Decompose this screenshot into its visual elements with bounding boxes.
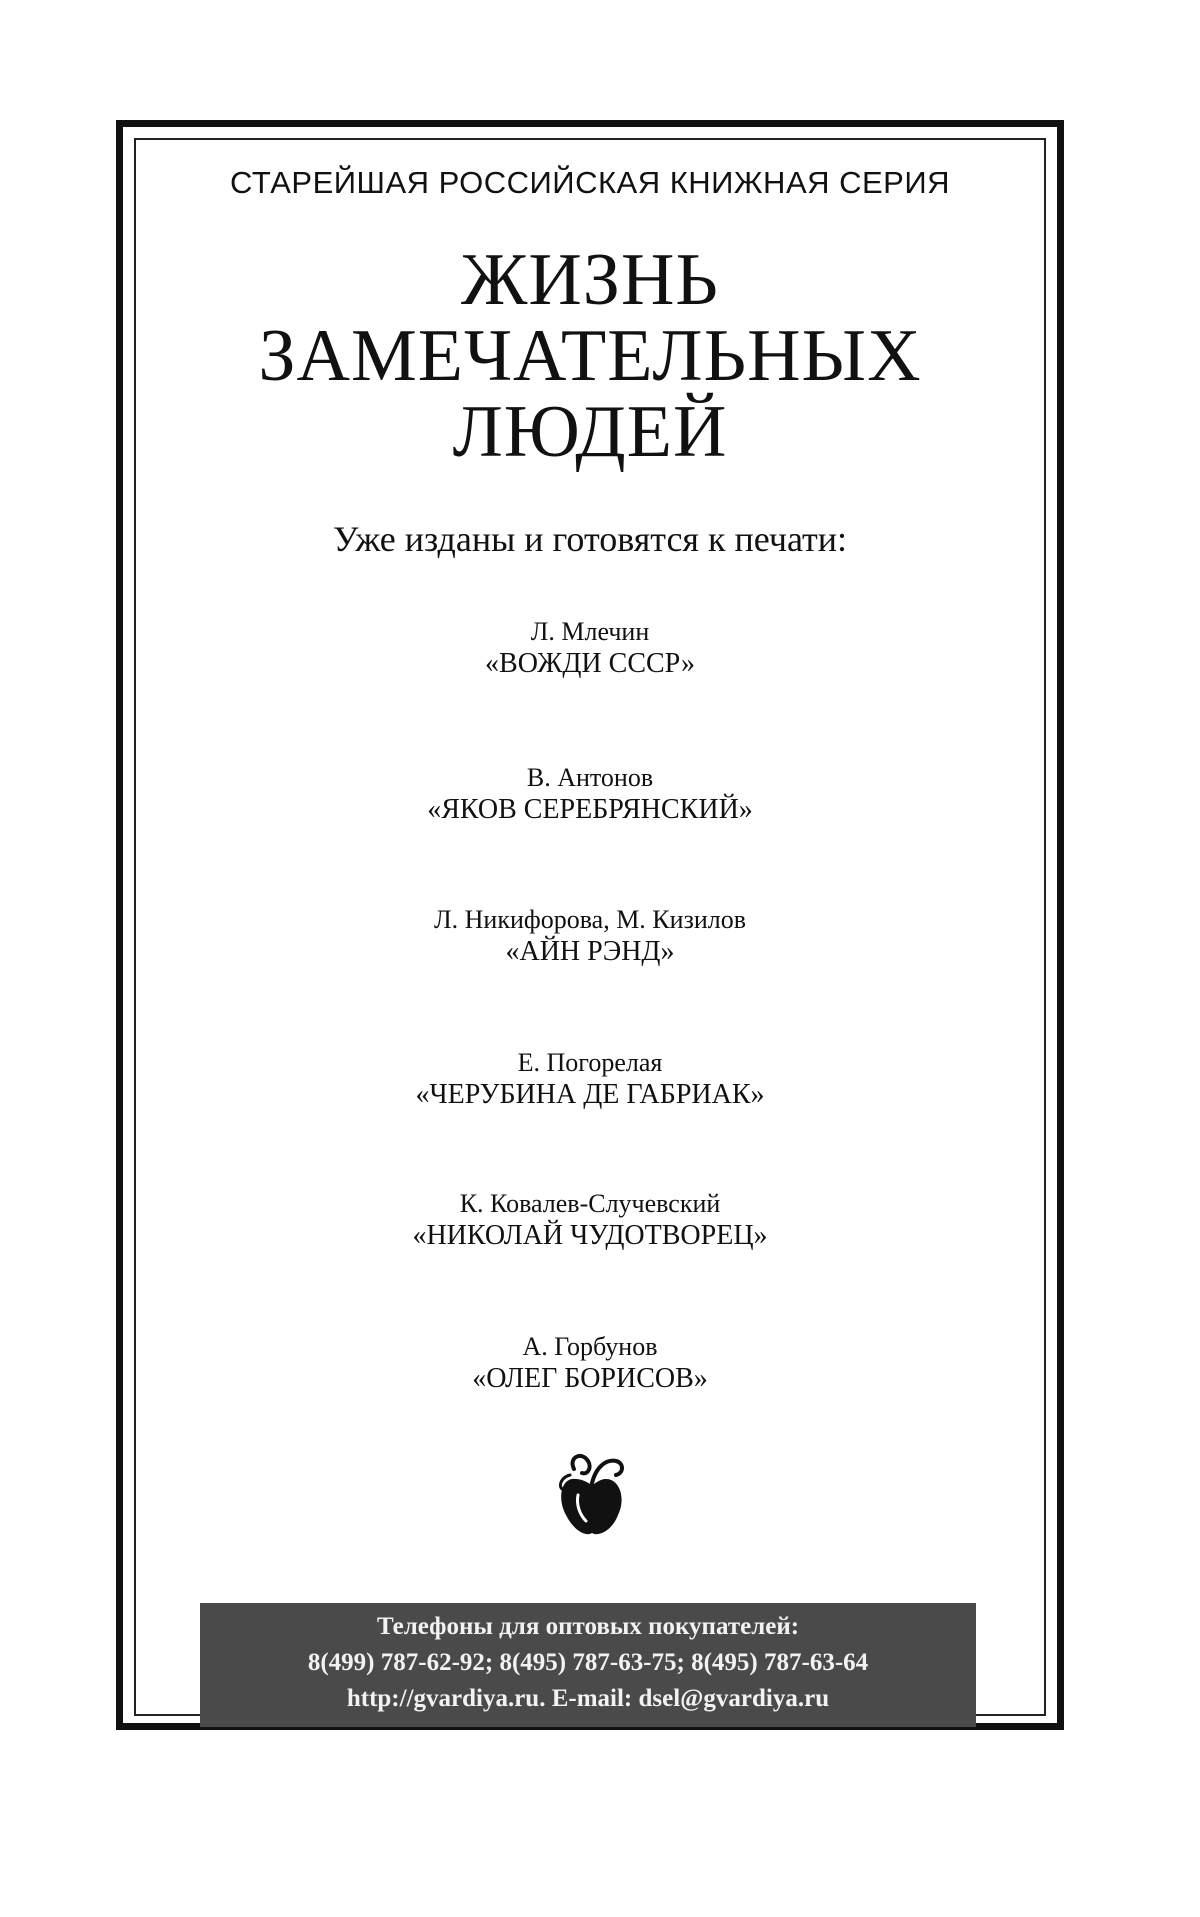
book-entry <box>134 762 1046 826</box>
series-title <box>134 239 1046 473</box>
book-title: «ЯКОВ СЕРЕБРЯНСКИЙ» <box>427 794 753 825</box>
series-label: СТАРЕЙШАЯ РОССИЙСКАЯ КНИЖНАЯ СЕРИЯ <box>229 165 951 200</box>
book-title: «НИКОЛАЙ ЧУДОТВОРЕЦ» <box>412 1220 768 1251</box>
book-title: «ЧЕРУБИНА ДЕ ГАБРИАК» <box>415 1079 765 1110</box>
book-entry <box>134 1331 1046 1395</box>
book-author: К. Ковалев-Случевский <box>459 1189 721 1218</box>
book-title: «ВОЖДИ СССР» <box>485 648 695 679</box>
book-entry <box>134 616 1046 680</box>
book-author: В. Антонов <box>526 763 654 792</box>
apple-leaf-icon <box>552 1449 628 1541</box>
book-title: «АЙН РЭНД» <box>505 936 675 967</box>
book-entry <box>134 1188 1046 1252</box>
series-title-line: ЖИЗНЬ <box>461 239 719 321</box>
announcement-subtitle: Уже изданы и готовятся к печати: <box>333 519 847 559</box>
series-title-line: ЗАМЕЧАТЕЛЬНЫХ <box>258 315 922 397</box>
book-author: А. Горбунов <box>522 1332 658 1361</box>
book-entry <box>134 1047 1046 1111</box>
contact-phones: 8(499) 787-62-92; 8(495) 787-63-75; 8(495) 787-63-64 <box>307 1649 869 1676</box>
book-author: Л. Млечин <box>530 617 650 646</box>
book-author: Е. Погорелая <box>517 1048 663 1077</box>
wholesale-contact-band <box>200 1603 976 1727</box>
book-entry <box>134 904 1046 968</box>
book-title: «ОЛЕГ БОРИСОВ» <box>472 1363 708 1394</box>
book-author: Л. Никифорова, М. Кизилов <box>434 905 746 934</box>
series-title-line: ЛЮДЕЙ <box>452 391 728 473</box>
contact-heading: Телефоны для оптовых покупателей: <box>376 1613 800 1640</box>
contact-web-email: http://gvardiya.ru. E-mail: dsel@gvardiya.ru <box>346 1685 830 1712</box>
